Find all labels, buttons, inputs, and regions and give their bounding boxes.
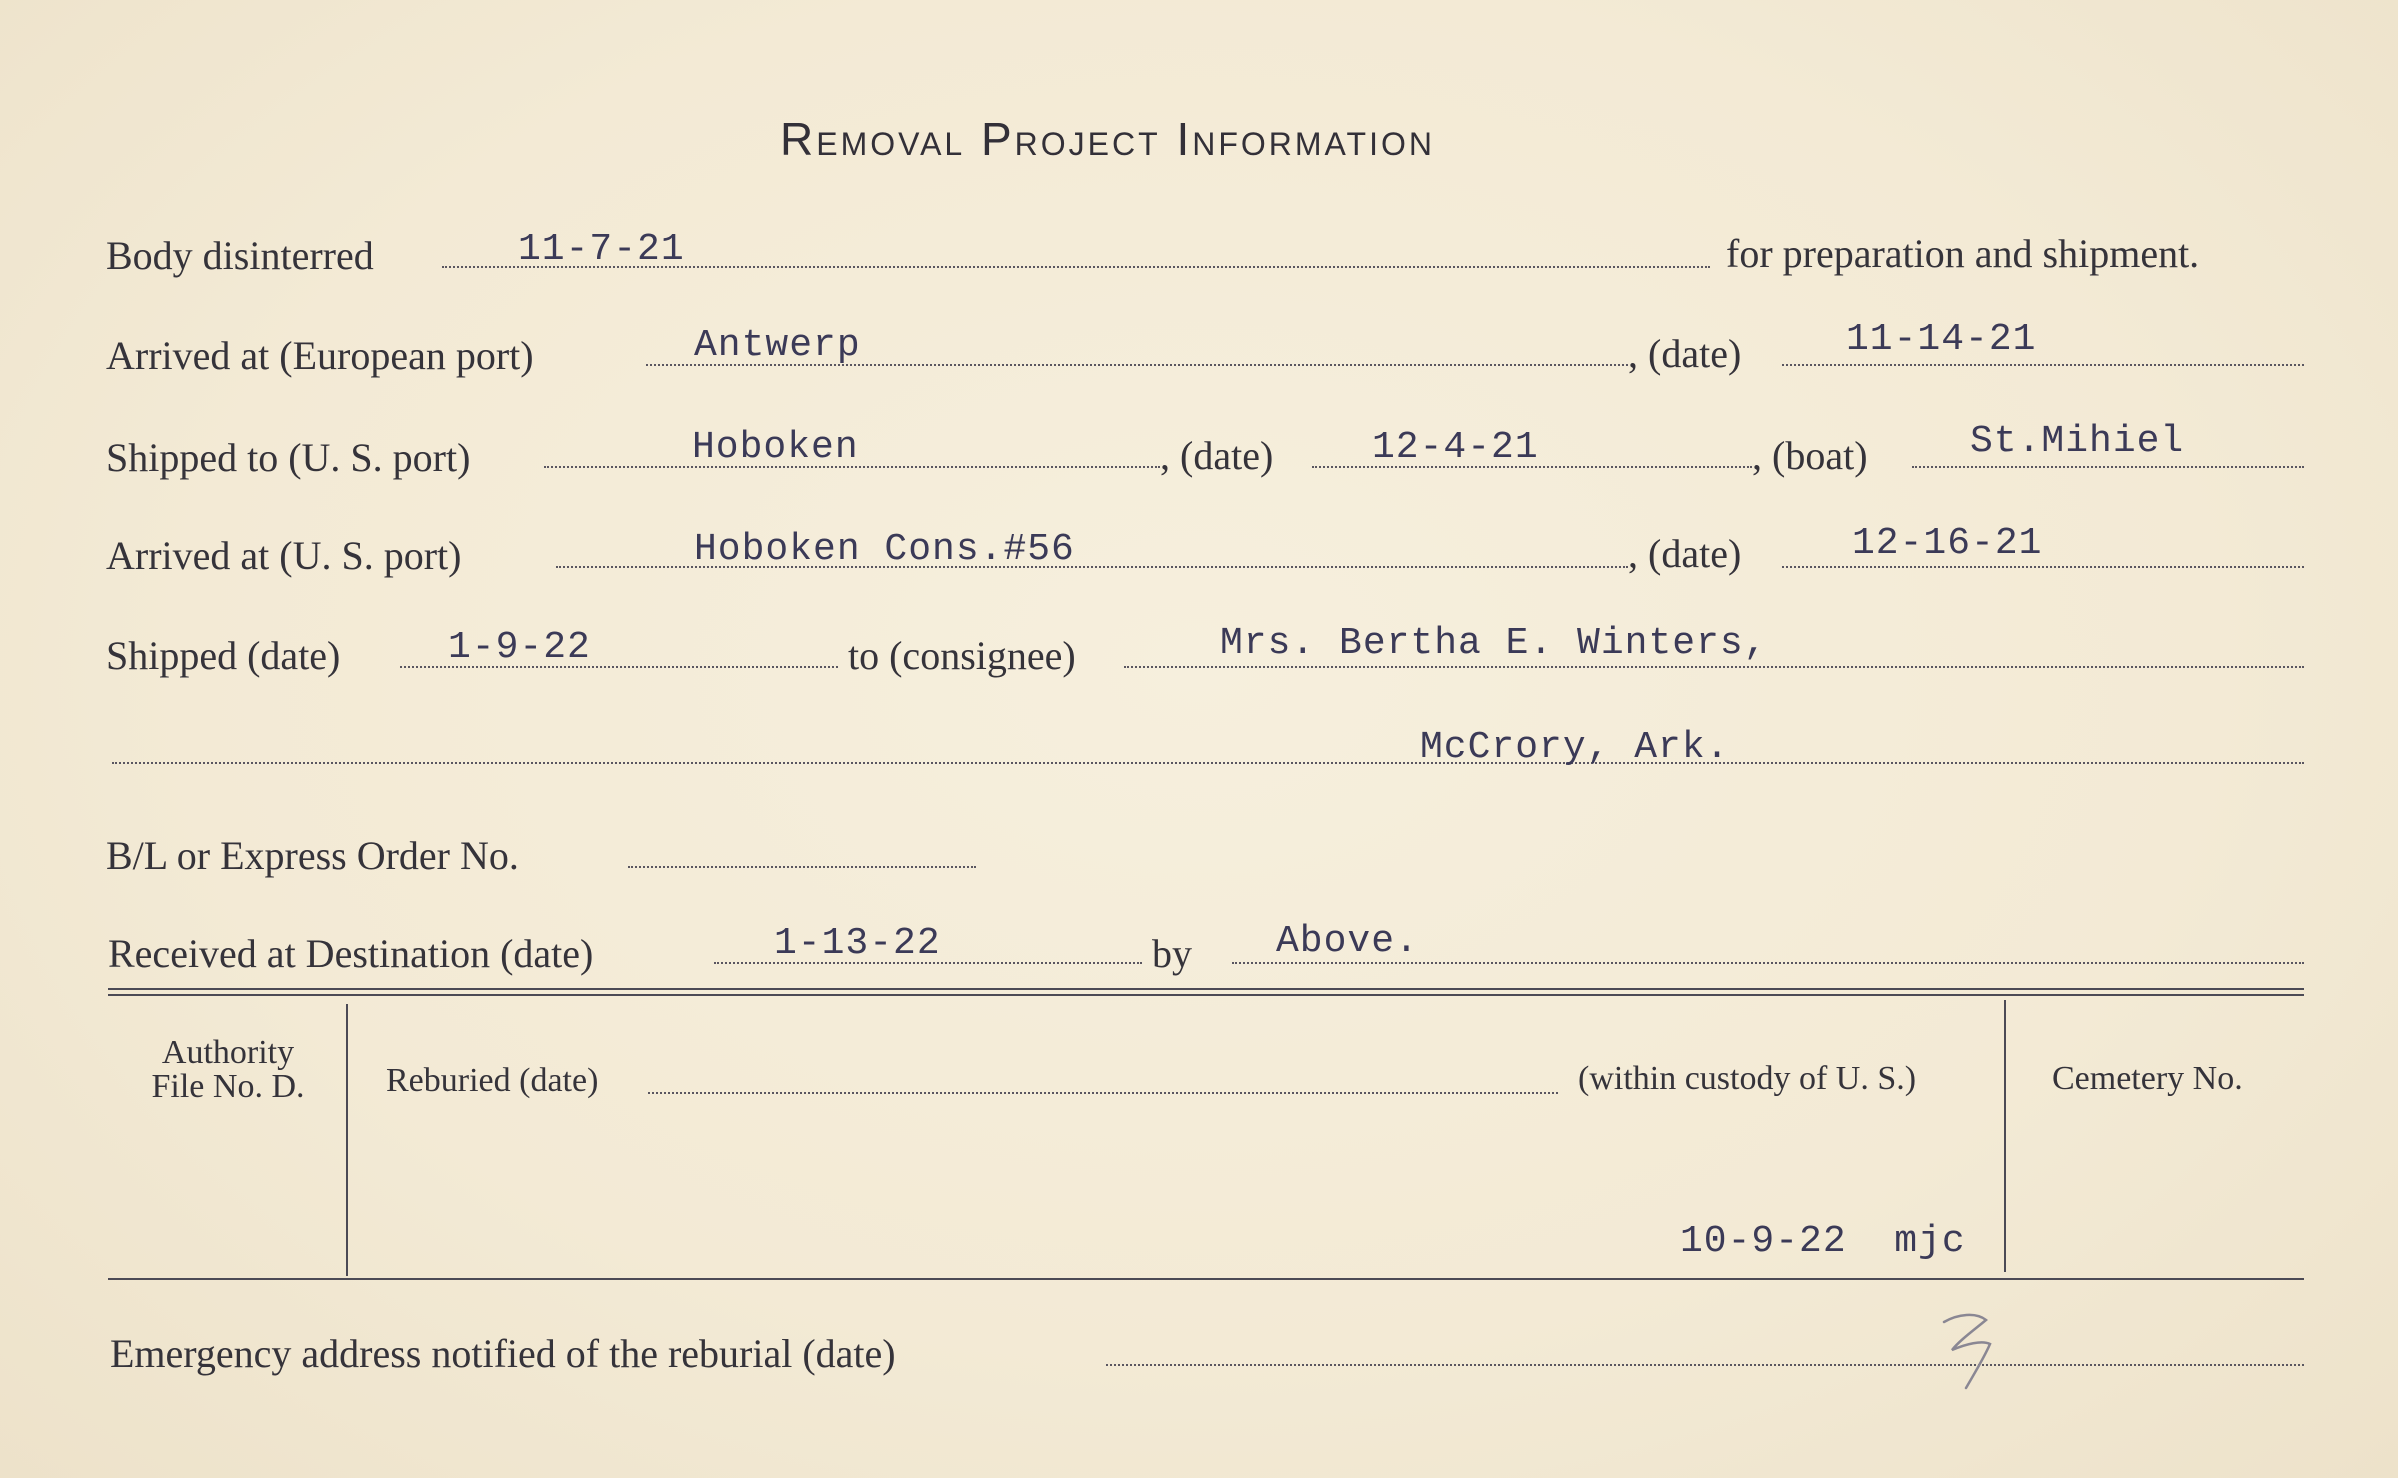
shipped-us-value: Hoboken <box>692 426 859 469</box>
emergency-label: Emergency address notified of the reburial (date) <box>110 1331 896 1376</box>
authority-line-2: File No. D. <box>151 1068 305 1105</box>
authority-line-1: Authority <box>161 1034 295 1071</box>
bl-line <box>628 866 976 868</box>
received-label: Received at Destination (date) <box>108 931 594 976</box>
arrived-eu-label: Arrived at (European port) <box>106 333 534 378</box>
disinterred-suffix: for preparation and shipment. <box>1726 231 2200 276</box>
shipped-us-label: Shipped to (U. S. port) <box>106 435 471 480</box>
arrived-us-date: 12-16-21 <box>1852 522 2043 565</box>
arrived-eu-date-line <box>1782 364 2304 366</box>
disinterred-value: 11-7-21 <box>518 228 685 271</box>
shipped-value: 1-9-22 <box>448 626 591 669</box>
bl-label: B/L or Express Order No. <box>106 833 519 878</box>
arrived-us-date-line <box>1782 566 2304 568</box>
box-divider-left <box>346 1004 348 1276</box>
consignee-address: McCrory, Ark. <box>1420 726 1730 769</box>
shipped-us-boat-label: , (boat) <box>1752 433 1868 478</box>
consignee-line <box>1124 666 2304 668</box>
shipped-us-date-label: , (date) <box>1160 433 1274 478</box>
arrived-eu-date-label: , (date) <box>1628 331 1742 376</box>
box-divider-right <box>2004 1000 2006 1272</box>
authority-label <box>118 1036 338 1104</box>
consignee-line-2 <box>112 762 2304 764</box>
consignee-label: to (consignee) <box>848 633 1076 678</box>
custody-label: (within custody of U. S.) <box>1578 1060 1917 1097</box>
box-top-rule-2 <box>108 994 2304 996</box>
arrived-us-date-label: , (date) <box>1628 531 1742 576</box>
consignee-value: Mrs. Bertha E. Winters, <box>1220 622 1768 665</box>
received-value: 1-13-22 <box>774 922 941 965</box>
reburied-label: Reburied (date) <box>386 1062 599 1099</box>
reburied-line <box>648 1092 1558 1094</box>
arrived-us-value: Hoboken Cons.#56 <box>694 528 1075 571</box>
shipped-label: Shipped (date) <box>106 633 341 678</box>
card-title: Removal Project Information <box>780 113 1435 165</box>
arrived-eu-date: 11-14-21 <box>1846 318 2037 361</box>
cemetery-label: Cemetery No. <box>2052 1060 2243 1097</box>
received-by-label: by <box>1152 931 1192 976</box>
shipped-us-boat-line <box>1912 466 2304 468</box>
disinterred-label: Body disinterred <box>106 233 374 278</box>
box-bottom-rule <box>108 1278 2304 1280</box>
emergency-line <box>1106 1364 2304 1366</box>
shipped-us-date: 12-4-21 <box>1372 426 1539 469</box>
stamp-value: 10-9-22 mjc <box>1680 1220 1966 1263</box>
arrived-eu-value: Antwerp <box>694 324 861 367</box>
shipped-us-boat: St.Mihiel <box>1970 420 2185 463</box>
received-by-value: Above. <box>1276 920 1419 963</box>
arrived-us-label: Arrived at (U. S. port) <box>106 533 462 578</box>
box-top-rule <box>108 988 2304 990</box>
pencil-mark <box>1930 1300 2020 1396</box>
